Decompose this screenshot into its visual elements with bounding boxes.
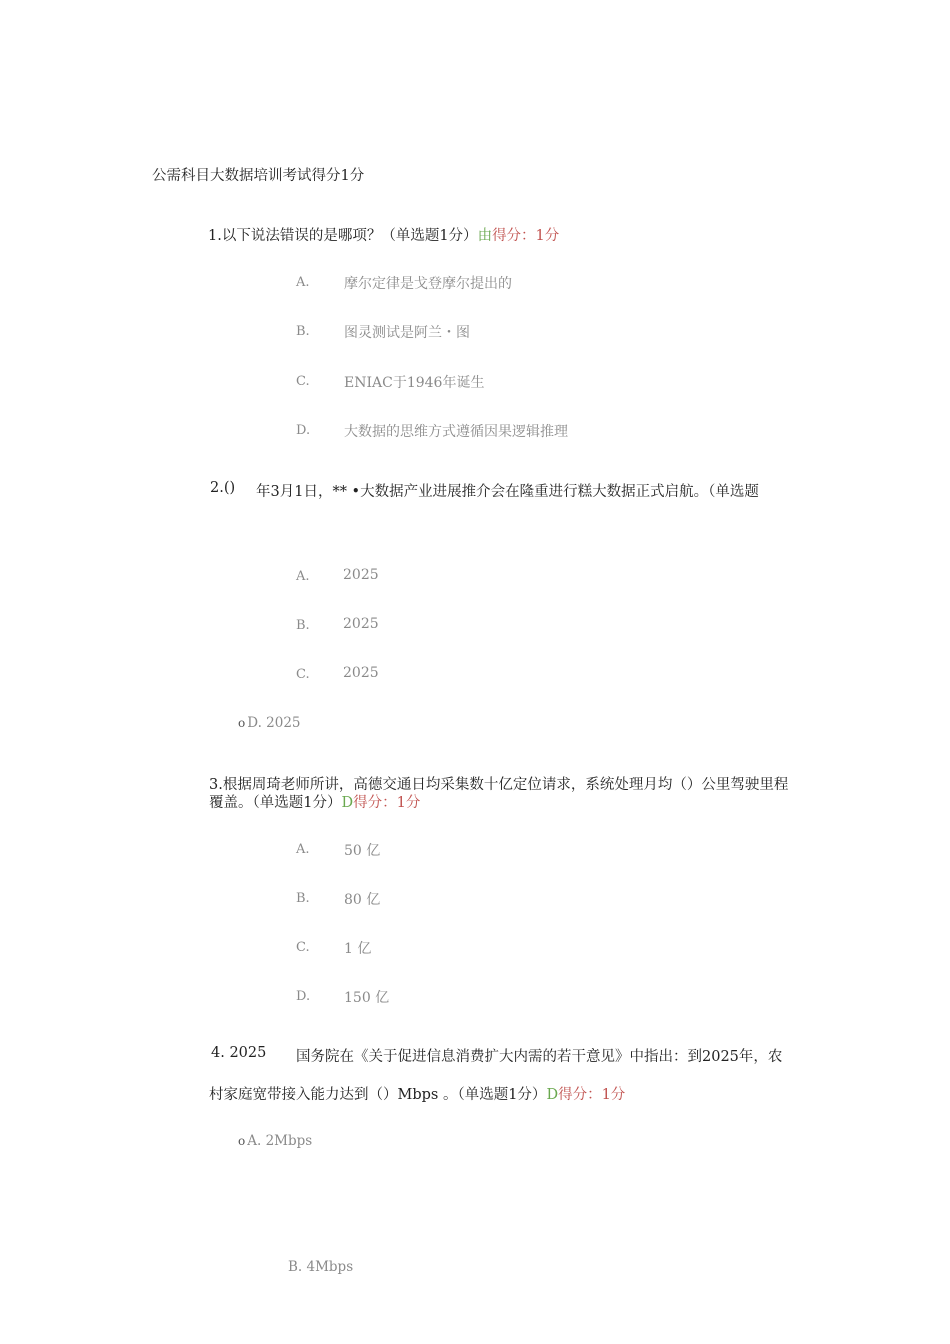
q1-option-c-letter: C. bbox=[296, 374, 310, 389]
question-3-answer: D bbox=[341, 795, 354, 811]
q4-option-a-text: A. 2Mbps bbox=[247, 1133, 313, 1149]
q4-option-a[interactable] bbox=[238, 1133, 312, 1149]
q3-option-b-letter: B. bbox=[296, 891, 310, 906]
q2-option-a-letter: A. bbox=[296, 569, 310, 584]
page-title: 公需科目大数据培训考试得分1分 bbox=[152, 168, 365, 184]
question-4-number: 4. 2025 bbox=[211, 1045, 267, 1061]
q2-option-a-text[interactable]: 2025 bbox=[343, 567, 379, 583]
q3-option-d-letter: D. bbox=[296, 989, 311, 1004]
question-3-line2-text: 覆盖。（单选题1分） bbox=[209, 795, 342, 811]
bullet-icon: o bbox=[238, 716, 246, 730]
q1-option-d-letter: D. bbox=[296, 423, 311, 438]
question-1-text: 1.以下说法错误的是哪项？（单选题1分） bbox=[208, 228, 478, 244]
q2-option-d[interactable] bbox=[238, 715, 301, 731]
q3-option-a-letter: A. bbox=[296, 842, 310, 857]
question-1 bbox=[208, 224, 559, 245]
q2-option-b-letter: B. bbox=[296, 618, 310, 633]
question-4-score: 得分：1分 bbox=[558, 1087, 626, 1103]
question-1-score: 得分：1分 bbox=[492, 228, 560, 244]
q1-option-a-letter: A. bbox=[296, 275, 310, 290]
question-2-number: 2.() bbox=[210, 480, 236, 496]
question-4-line2 bbox=[209, 1083, 625, 1104]
question-4-line2-text: 村家庭宽带接入能力达到（）Mbps 。（单选题1分） bbox=[209, 1087, 547, 1103]
q4-option-b[interactable]: B. 4Mbps bbox=[288, 1259, 354, 1275]
q2-option-c-letter: C. bbox=[296, 667, 310, 682]
question-3-line1: 3.根据周琦老师所讲，高德交通日均采集数十亿定位请求，系统处理月均（）公里驾驶里程 bbox=[209, 777, 789, 793]
q1-option-b-letter: B. bbox=[296, 324, 310, 339]
q2-option-c-text[interactable]: 2025 bbox=[343, 665, 379, 681]
q3-option-c-text[interactable]: 1 亿 bbox=[344, 941, 372, 957]
q1-option-a-text[interactable]: 摩尔定律是戈登摩尔提出的 bbox=[344, 276, 512, 292]
question-1-answer: 由 bbox=[477, 228, 493, 244]
q2-option-b-text[interactable]: 2025 bbox=[343, 616, 379, 632]
q3-option-b-text[interactable]: 80 亿 bbox=[344, 892, 381, 908]
question-3-score: 得分：1分 bbox=[353, 795, 421, 811]
question-4-answer: D bbox=[546, 1087, 559, 1103]
question-2-text: 年3月1日，** •大数据产业进展推介会在隆重进行糕大数据正式启航。（单选题 bbox=[256, 484, 759, 500]
q3-option-a-text[interactable]: 50 亿 bbox=[344, 843, 381, 859]
q1-option-b-text[interactable]: 图灵测试是阿兰・图 bbox=[344, 325, 470, 341]
q2-option-d-text: D. 2025 bbox=[247, 715, 301, 731]
q3-option-c-letter: C. bbox=[296, 940, 310, 955]
question-4-line1: 国务院在《关于促进信息消费扩大内需的若干意见》中指出：到2025年，农 bbox=[296, 1049, 783, 1065]
q3-option-d-text[interactable]: 150 亿 bbox=[344, 990, 390, 1006]
q1-option-d-text[interactable]: 大数据的思维方式遵循因果逻辑推理 bbox=[344, 424, 568, 440]
bullet-icon: o bbox=[238, 1134, 246, 1148]
q1-option-c-text[interactable]: ENIAC于1946年诞生 bbox=[344, 375, 485, 391]
question-3-line2 bbox=[209, 791, 420, 812]
